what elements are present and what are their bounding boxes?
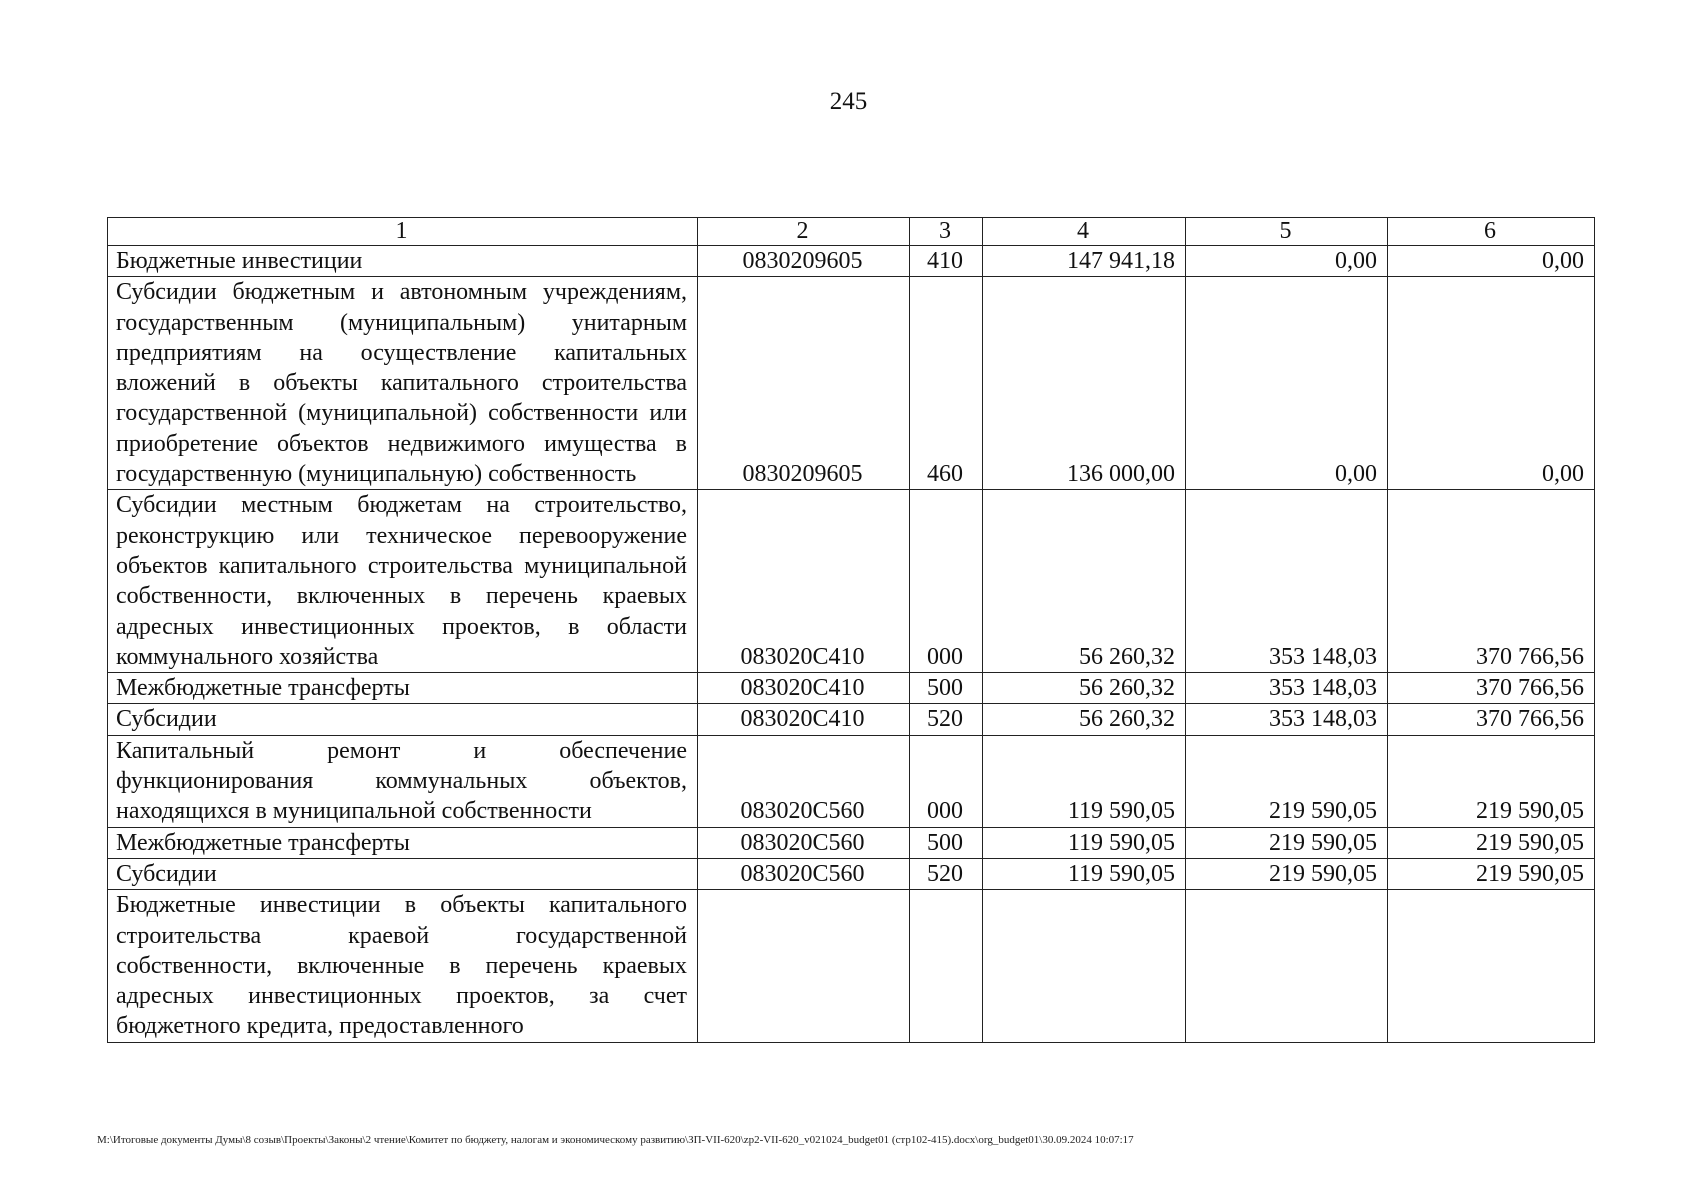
row-value-1 [983,890,1186,1042]
page-number: 245 [829,88,868,115]
row-code: 083020С560 [698,827,910,858]
row-kind [910,890,983,1042]
table-row [108,735,1595,827]
header-col-6: 6 [1388,218,1595,246]
row-code [698,890,910,1042]
row-name: Бюджетные инвестиции в объекты капитального строительства краевой государственной собственности, включенные в перечень краевых адресных инвестиционных проектов, за счет бюджетного кредита, предоставленного [108,890,698,1042]
row-value-1: 56 260,32 [983,673,1186,704]
table-header-row [108,218,1595,246]
row-value-2: 219 590,05 [1186,858,1388,889]
row-value-3: 219 590,05 [1388,735,1595,827]
row-value-3: 370 766,56 [1388,490,1595,673]
table-row [108,673,1595,704]
row-value-1: 56 260,32 [983,490,1186,673]
row-kind: 520 [910,704,983,735]
row-code: 083020С410 [698,704,910,735]
row-name: Межбюджетные трансферты [108,827,698,858]
row-name: Капитальный ремонт и обеспечение функционирования коммунальных объектов, находящихся в муниципальной собственности [108,735,698,827]
row-value-3: 0,00 [1388,246,1595,277]
table-row [108,704,1595,735]
table-row [108,890,1595,1042]
row-value-3: 370 766,56 [1388,673,1595,704]
row-kind: 500 [910,673,983,704]
row-value-3: 219 590,05 [1388,858,1595,889]
row-value-2: 219 590,05 [1186,735,1388,827]
row-value-2: 353 148,03 [1186,704,1388,735]
row-value-2 [1186,890,1388,1042]
row-name: Субсидии бюджетным и автономным учреждениям, государственным (муниципальным) унитарным предприятиям на осуществление капитальных вложений в объекты капитального строительства государственной (муниципальной) собственности или приобретение объектов недвижимого имущества в государственную (муниципальную) собственность [108,277,698,490]
table-row [108,277,1595,490]
header-col-1: 1 [108,218,698,246]
row-value-3: 0,00 [1388,277,1595,490]
row-kind: 000 [910,490,983,673]
row-name: Бюджетные инвестиции [108,246,698,277]
row-kind: 460 [910,277,983,490]
row-code: 0830209605 [698,277,910,490]
row-code: 083020С410 [698,490,910,673]
row-name: Субсидии [108,858,698,889]
table-row [108,490,1595,673]
header-col-2: 2 [698,218,910,246]
row-value-2: 353 148,03 [1186,490,1388,673]
row-value-1: 119 590,05 [983,827,1186,858]
row-name: Субсидии местным бюджетам на строительство, реконструкцию или техническое перевооружение объектов капитального строительства муниципальной собственности, включенных в перечень краевых адресных инвестиционных проектов, в области коммунального хозяйства [108,490,698,673]
row-name: Субсидии [108,704,698,735]
document-file-path: М:\Итоговые документы Думы\8 созыв\Проекты\Законы\2 чтение\Комитет по бюджету, налогам и экономическому развитию\ЗП-VII-620\zp2-VII-620_v021024_budget01 (стр102-415).docx\org_budget01\30.09.2024 10:07:17 [97,1134,1134,1146]
table-row [108,246,1595,277]
row-value-2: 0,00 [1186,277,1388,490]
table-row [108,827,1595,858]
row-code: 083020С410 [698,673,910,704]
row-value-3: 219 590,05 [1388,827,1595,858]
header-col-5: 5 [1186,218,1388,246]
budget-table [107,217,1595,1043]
row-value-3: 370 766,56 [1388,704,1595,735]
row-kind: 000 [910,735,983,827]
row-code: 083020С560 [698,735,910,827]
table-row [108,858,1595,889]
row-value-2: 0,00 [1186,246,1388,277]
header-col-4: 4 [983,218,1186,246]
row-value-3 [1388,890,1595,1042]
row-value-1: 147 941,18 [983,246,1186,277]
row-name: Межбюджетные трансферты [108,673,698,704]
row-value-1: 119 590,05 [983,735,1186,827]
row-value-2: 219 590,05 [1186,827,1388,858]
row-kind: 520 [910,858,983,889]
row-kind: 500 [910,827,983,858]
row-value-1: 119 590,05 [983,858,1186,889]
header-col-3: 3 [910,218,983,246]
row-code: 0830209605 [698,246,910,277]
row-value-1: 136 000,00 [983,277,1186,490]
row-value-2: 353 148,03 [1186,673,1388,704]
row-kind: 410 [910,246,983,277]
row-value-1: 56 260,32 [983,704,1186,735]
row-code: 083020С560 [698,858,910,889]
